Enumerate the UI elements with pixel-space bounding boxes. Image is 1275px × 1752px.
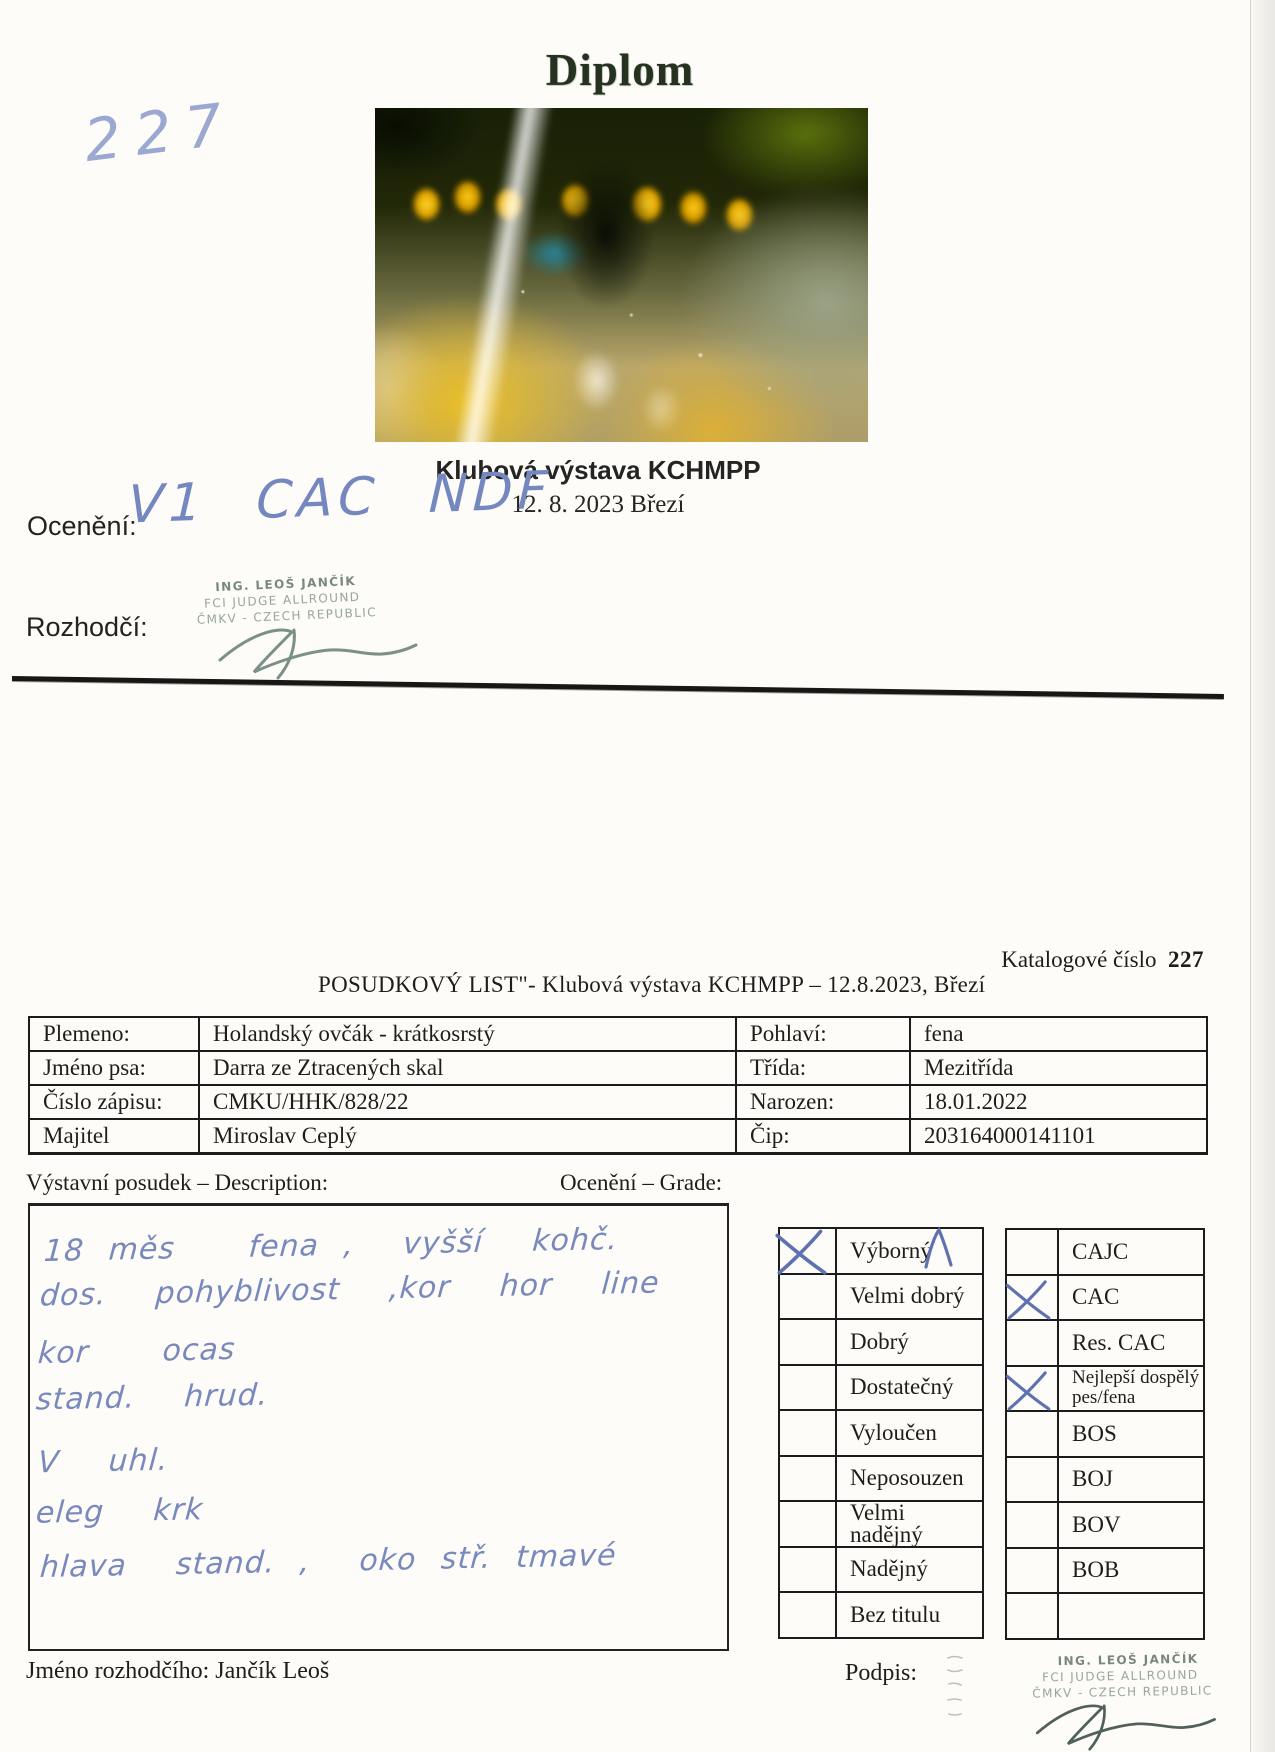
judge-signature [212,618,422,680]
info-table-row [30,1118,1206,1152]
checkbox-row [1007,1274,1203,1320]
checkbox-cell [1007,1594,1059,1638]
info-label-right: Třída: [737,1052,911,1084]
dog-info-table [28,1016,1208,1155]
diplom-title: Diplom [545,45,695,95]
judge-stamp-org: ČMKV - CZECH REPUBLIC [1032,1683,1213,1701]
award-label: Ocenění: [27,511,137,541]
checkbox-cell [1007,1412,1059,1456]
trophy-table-photo [375,108,868,442]
info-value-right: 18.01.2022 [924,1089,1028,1114]
judge-stamp-title: FCI JUDGE ALLROUND [203,589,361,611]
judge-stamp-name: ING. LEOŠ JANČÍK [215,573,357,595]
checkbox-row-label: CAC [1072,1284,1120,1310]
checkbox-row-label: Bez titulu [850,1601,941,1627]
checkbox-cell [780,1411,837,1455]
event-date-place-caption: 12. 8. 2023 Březí [511,491,685,518]
checkbox-row [1007,1365,1203,1411]
posudek-header: POSUDKOVÝ LIST"- Klubová výstava KCHMPP – 12.8.2023, Březí [318,972,986,997]
handwritten-description-line: eleg krk [34,1492,205,1531]
checkbox-row-label: Res. CAC [1072,1329,1166,1355]
checkbox-row-label: Vyloučen [850,1419,937,1445]
title-checkbox-table [1005,1228,1205,1640]
info-label-left: Majitel [30,1120,200,1152]
checkbox-row [780,1229,982,1273]
signature-label: Podpis: [845,1660,918,1686]
checkbox-row-label: Dostatečný [850,1374,954,1400]
handwritten-description-line: dos. pohyblivost ,kor hor line [38,1265,661,1314]
catalog-number-line [0,947,1204,973]
trophy-photo-glints [375,108,868,442]
checkbox-row [1007,1501,1203,1547]
checkbox-row [1007,1319,1203,1365]
checkbox-row-label [1059,1594,1203,1638]
checkbox-row [1007,1410,1203,1456]
checkbox-row [780,1455,982,1501]
checkbox-cell [780,1366,837,1410]
checkbox-row [1007,1456,1203,1502]
checkbox-row [780,1273,982,1319]
judge-stamp-org: ČMKV - CZECH REPUBLIC [196,605,378,627]
info-value-right: 203164000141101 [924,1123,1096,1148]
judge-signature-bottom [1030,1694,1220,1752]
checkbox-row-label: Velmi nadějný [850,1499,923,1547]
checkbox-row-label: BOB [1072,1557,1120,1583]
checkbox-row [780,1364,982,1410]
info-table-row [30,1050,1206,1084]
checkbox-row [780,1546,982,1592]
info-label-right: Čip: [737,1120,911,1152]
info-label-left: Jméno psa: [30,1052,200,1084]
checkbox-row [1007,1547,1203,1593]
catalog-number-value: 227 [1168,947,1204,972]
judge-stamp-name: ING. LEOŠ JANČÍK [1057,1651,1199,1669]
checkbox-row-label: BOV [1072,1511,1121,1537]
checkbox-row [780,1591,982,1637]
handwritten-x-mark [771,1225,833,1277]
checkbox-row-label: BOJ [1072,1466,1113,1492]
checkbox-cell [1007,1276,1059,1320]
handwritten-award-value: V1 CAC NDF [127,460,554,536]
handwritten-x-mark [1002,1365,1056,1415]
checkbox-row-label: Nejlepší dospělý pes/fena [1072,1367,1200,1409]
checkbox-row [780,1500,982,1546]
checkbox-cell [1007,1503,1059,1547]
judge-label: Rozhodčí: [26,612,148,642]
info-label-left: Číslo zápisu: [30,1086,200,1118]
info-label-right: Pohlaví: [737,1018,911,1050]
section-divider-line [12,676,1224,699]
checkbox-cell [780,1229,837,1273]
handwritten-x-mark [1002,1274,1056,1324]
checkbox-cell [780,1275,837,1319]
info-value-right: fena [924,1021,964,1046]
checkbox-row-label: Dobrý [850,1328,909,1354]
info-value-left: Darra ze Ztracených skal [200,1052,737,1084]
checkbox-cell [1007,1367,1059,1411]
event-name-caption: Klubová výstava KCHMPP [435,455,761,485]
grade-checkbox-table [778,1227,984,1639]
checkbox-cell [780,1548,837,1592]
info-label-left: Plemeno: [30,1018,200,1050]
grade-label: Ocenění – Grade: [560,1170,723,1195]
checkbox-row-label: Velmi dobrý [850,1283,965,1309]
checkbox-row-label: Nadějný [850,1556,928,1582]
info-value-right: Mezitřída [924,1055,1014,1080]
checkbox-cell [1007,1321,1059,1365]
handwritten-description-line: hlava stand. , oko stř. tmavé [38,1537,618,1586]
checkbox-row-label: CAJC [1072,1238,1129,1264]
handwritten-description-line: 18 měs fena , vyšší kohč. [42,1221,620,1270]
handwritten-description-line: stand. hrud. [34,1377,270,1418]
checkbox-cell [780,1320,837,1364]
catalog-number-label: Katalogové číslo [1001,947,1157,972]
handwritten-description-line: V uhl. [36,1442,170,1481]
checkbox-row-label: Neposouzen [850,1465,964,1491]
checkbox-row [1007,1592,1203,1638]
scan-page-edge-shadow [1250,0,1275,1752]
faint-vertical-stamp-mark [944,1650,966,1728]
info-table-row [30,1084,1206,1118]
checkbox-cell [780,1502,837,1546]
handwritten-caret-mark [922,1225,956,1271]
info-value-left: CMKU/HHK/828/22 [200,1086,737,1118]
checkbox-cell [780,1593,837,1637]
checkbox-row [780,1318,982,1364]
checkbox-cell [1007,1549,1059,1593]
handwritten-catalog-number: 227 [80,88,241,176]
info-value-left: Miroslav Ceplý [200,1120,737,1152]
checkbox-row [780,1409,982,1455]
checkbox-row-label: Výborný [850,1237,932,1263]
checkbox-row [1007,1230,1203,1274]
description-label: Výstavní posudek – Description: [26,1170,329,1195]
judge-name-line: Jméno rozhodčího: Jančík Leoš [26,1658,330,1684]
checkbox-cell [1007,1230,1059,1274]
info-value-left: Holandský ovčák - krátkosrstý [200,1018,737,1050]
info-table-row [30,1018,1206,1050]
judge-stamp-title: FCI JUDGE ALLROUND [1041,1667,1199,1685]
checkbox-cell [780,1457,837,1501]
handwritten-description-box [28,1203,729,1651]
info-label-right: Narozen: [737,1086,911,1118]
handwritten-description-line: kor ocas [36,1331,237,1372]
checkbox-row-label: BOS [1072,1420,1117,1446]
checkbox-cell [1007,1458,1059,1502]
